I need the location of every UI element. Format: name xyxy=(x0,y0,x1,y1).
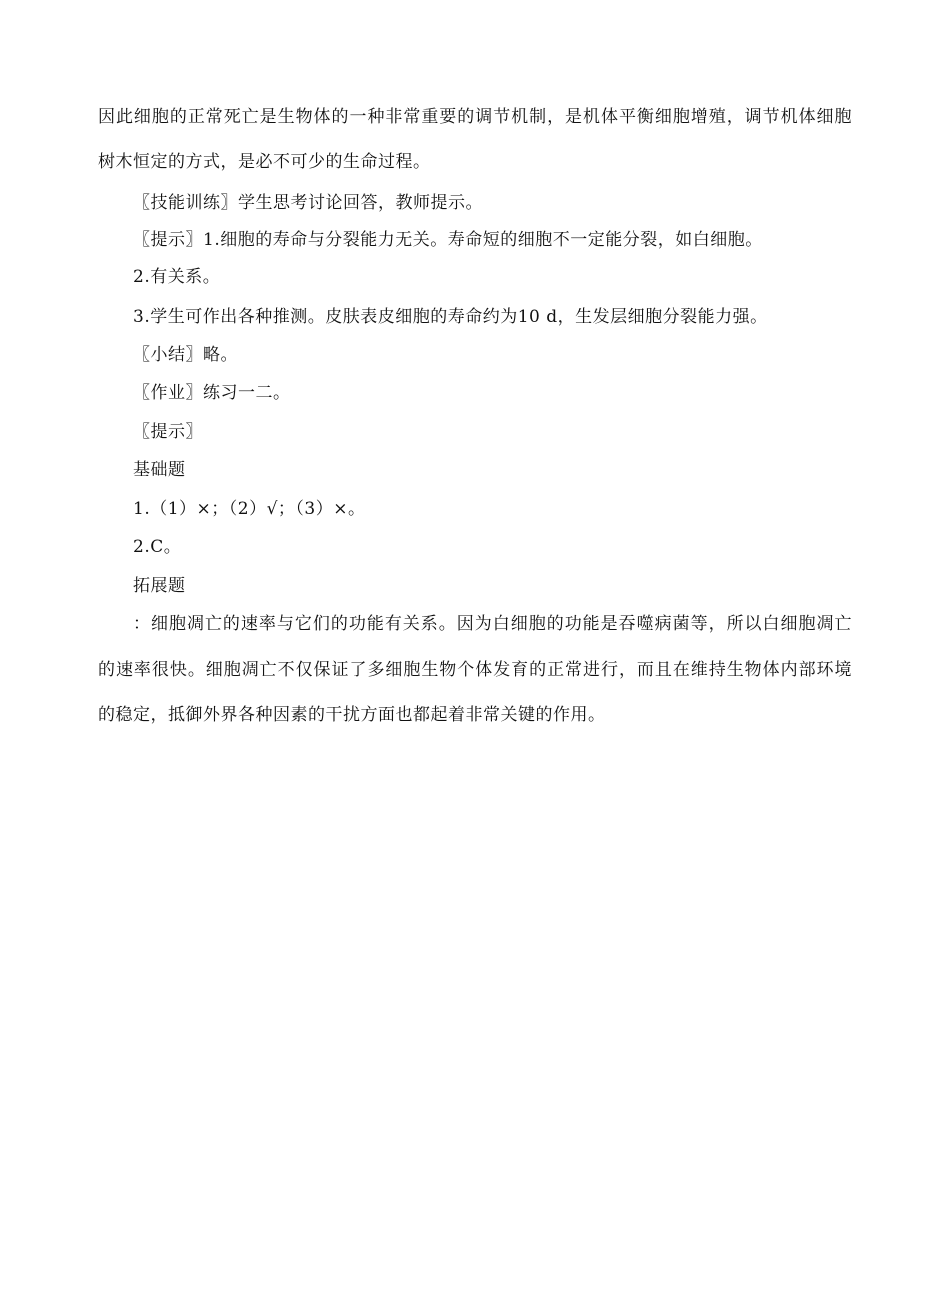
paragraph-line: ：细胞凋亡的速率与它们的功能有关系。因为白细胞的功能是吞噬病菌等，所以白细胞凋亡 xyxy=(133,614,852,634)
paragraph-line: 的稳定，抵御外界各种因素的干扰方面也都起着非常关键的作用。 xyxy=(98,705,606,725)
hint-line: 〖提示〗1.细胞的寿命与分裂能力无关。寿命短的细胞不一定能分裂，如白细胞。 xyxy=(133,230,763,250)
summary-line: 〖小结〗略。 xyxy=(133,345,238,365)
extension-questions-heading: 拓展题 xyxy=(133,576,186,596)
hint-heading: 〖提示〗 xyxy=(133,422,203,442)
hint-line: 2.有关系。 xyxy=(133,267,221,287)
answer-line: 1.（1）×；（2）√；（3）×。 xyxy=(133,499,366,519)
section-heading-skill-training: 〖技能训练〗学生思考讨论回答，教师提示。 xyxy=(133,193,483,213)
paragraph-line: 的速率很快。细胞凋亡不仅保证了多细胞生物个体发育的正常进行，而且在维持生物体内部环境 xyxy=(98,660,852,680)
paragraph-line: 因此细胞的正常死亡是生物体的一种非常重要的调节机制，是机体平衡细胞增殖，调节机体细胞 xyxy=(98,107,852,127)
basic-questions-heading: 基础题 xyxy=(133,460,186,480)
hint-line: 3.学生可作出各种推测。皮肤表皮细胞的寿命约为10 d，生发层细胞分裂能力强。 xyxy=(133,307,768,327)
paragraph-line: 树木恒定的方式，是必不可少的生命过程。 xyxy=(98,152,431,172)
answer-line: 2.C。 xyxy=(133,537,182,557)
homework-line: 〖作业〗练习一二。 xyxy=(133,383,291,403)
